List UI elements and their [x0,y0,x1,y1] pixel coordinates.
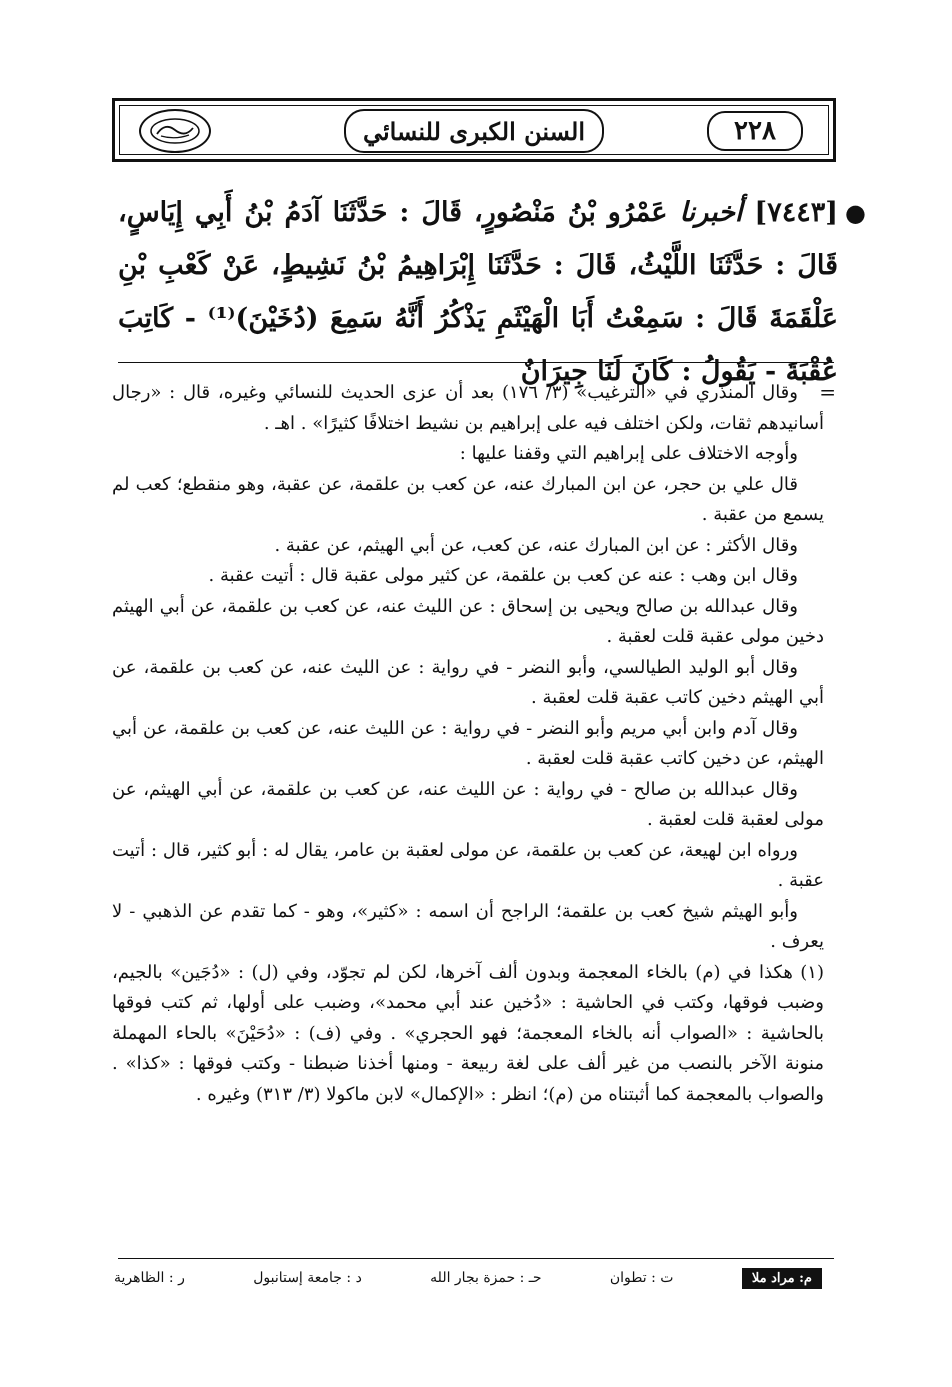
hadith-block [118,186,866,398]
siglum-badge: م: مراد ملا [742,1268,822,1289]
calligraphy-logo-icon [147,116,203,146]
book-logo [139,109,211,153]
bullet-icon: ● [845,198,866,227]
note-paragraph: وقال المنذري في «الترغيب» (٣/ ١٧٦) بعد أن عزى الحديث للنسائي وغيره، قال : «رجال أسانيدهم ثقات، ولكن اختلف فيه على إبراهيم بن نشيط اختلافًا كثيرًا» . اهـ . [112,382,824,434]
note-paragraph: وقال ابن وهب : عنه عن كعب بن علقمة، عن كثير مولى عقبة قال : أتيت عقبة . [208,565,798,586]
hadith-text: عَمْرُو بْنُ مَنْصُورٍ، قَالَ : حَدَّثَنَا آدَمُ بْنُ أَبِي إِيَاسٍ، قَالَ : حَدَّثَنَا اللَّيْثُ، قَالَ : حَدَّثَنَا إِبْرَاهِيمُ بْنُ نَشِيطٍ، عَنْ كَعْبِ بْنِ عَلْقَمَةَ قَالَ : سَمِعْتُ أَبَا الْهَيْثَمِ يَذْكُرُ أَنَّهُ سَمِعَ (دُخَيْنَ)⁽¹⁾ - كَاتِبَ عُقْبَةَ - يَقُولُ : كَانَ لَنَا جِيرَانٌ [118,197,838,387]
note-paragraph: وقال عبدالله بن صالح ويحيى بن إسحاق : عن الليث عنه، عن كعب بن علقمة، عن أبي الهيثم دخين مولى عقبة قلت لعقبة . [112,595,824,647]
continuation-marker: = [819,380,836,404]
siglum-h: حـ : حمزة بجار الله [430,1270,542,1286]
note-paragraph: وأبو الهيثم شيخ كعب بن علقمة؛ الراجح أن اسمه : «كثير»، وهو - كما تقدم عن الذهبي - لا يعرف . [112,900,824,952]
footnotes-section [112,378,824,1110]
separator-line [118,362,834,363]
note-paragraph: وقال الأكثر : عن ابن المبارك عنه، عن كعب، عن أبي الهيثم، عن عقبة . [274,534,798,556]
hadith-number: [٧٤٤٣] [754,197,838,228]
note-paragraph: ورواه ابن لهيعة، عن كعب بن علقمة، عن مولى لعقبة بن عامر، يقال له : أبو كثير، قال : أتيت عقبة . [112,839,824,891]
note-paragraph: قال علي بن حجر، عن ابن المبارك عنه، عن كعب بن علقمة، عن عقبة، وهو منقطع؛ كعب لم يسمع من عقبة . [112,473,824,525]
note-paragraph: وأوجه الاختلاف على إبراهيم التي وقفنا عليها : [459,443,798,464]
siglum-t: ت : تطوان [609,1270,674,1286]
siglum-d: د : جامعة إستانبول [253,1270,362,1286]
note-paragraph: وقال أبو الوليد الطيالسي، وأبو النضر - في رواية : عن الليث عنه، عن كعب بن علقمة، عن أبي الهيثم دخين كاتب عقبة قلت لعقبة . [112,656,824,708]
hadith-akhbarana: أخبرنا [679,197,743,228]
siglum-r: ر : الظاهرية [114,1270,185,1286]
manuscript-sigla-footer [114,1264,822,1292]
page-header [112,98,836,162]
note-paragraph: وقال آدم وابن أبي مريم وأبو النضر - في رواية : عن الليث عنه، عن كعب بن علقمة، عن أبي الهيثم، عن دخين كاتب عقبة قلت لعقبة . [112,717,824,769]
footnote-1: (١) هكذا في (م) بالخاء المعجمة وبدون ألف آخرها، لكن لم تجوّد، وفي (ل) : «دُجَين» بالجيم، وضبب فوقها، وكتب في الحاشية : «دُخين عند أبي محمد»، وضبب على أولها، ثم كتب فوقها بالحاشية : «الصواب أنه بالخاء المعجمة؛ فهو الحجري» . وفي (ف) : «دُحَيْنَ» بالحاء المهملة منونة الآخر بالنصب من غير ألف على لغة ربيعة - ومنها أخذنا ضبطنا - وكتب فوقها : «كذا» . والصواب بالمعجمة كما أثبتناه من (م)؛ انظر : «الإكمال» لابن ماكولا (٣/ ٣١٣) وغيره . [112,961,824,1105]
page-number: ٢٢٨ [707,111,803,151]
book-title: السنن الكبرى للنسائي [344,109,604,153]
note-paragraph: وقال عبدالله بن صالح - في رواية : عن الليث عنه، عن كعب بن علقمة، عن أبي الهيثم، عن مولى لعقبة قلت لعقبة . [112,778,824,830]
footer-separator-line [118,1258,834,1259]
